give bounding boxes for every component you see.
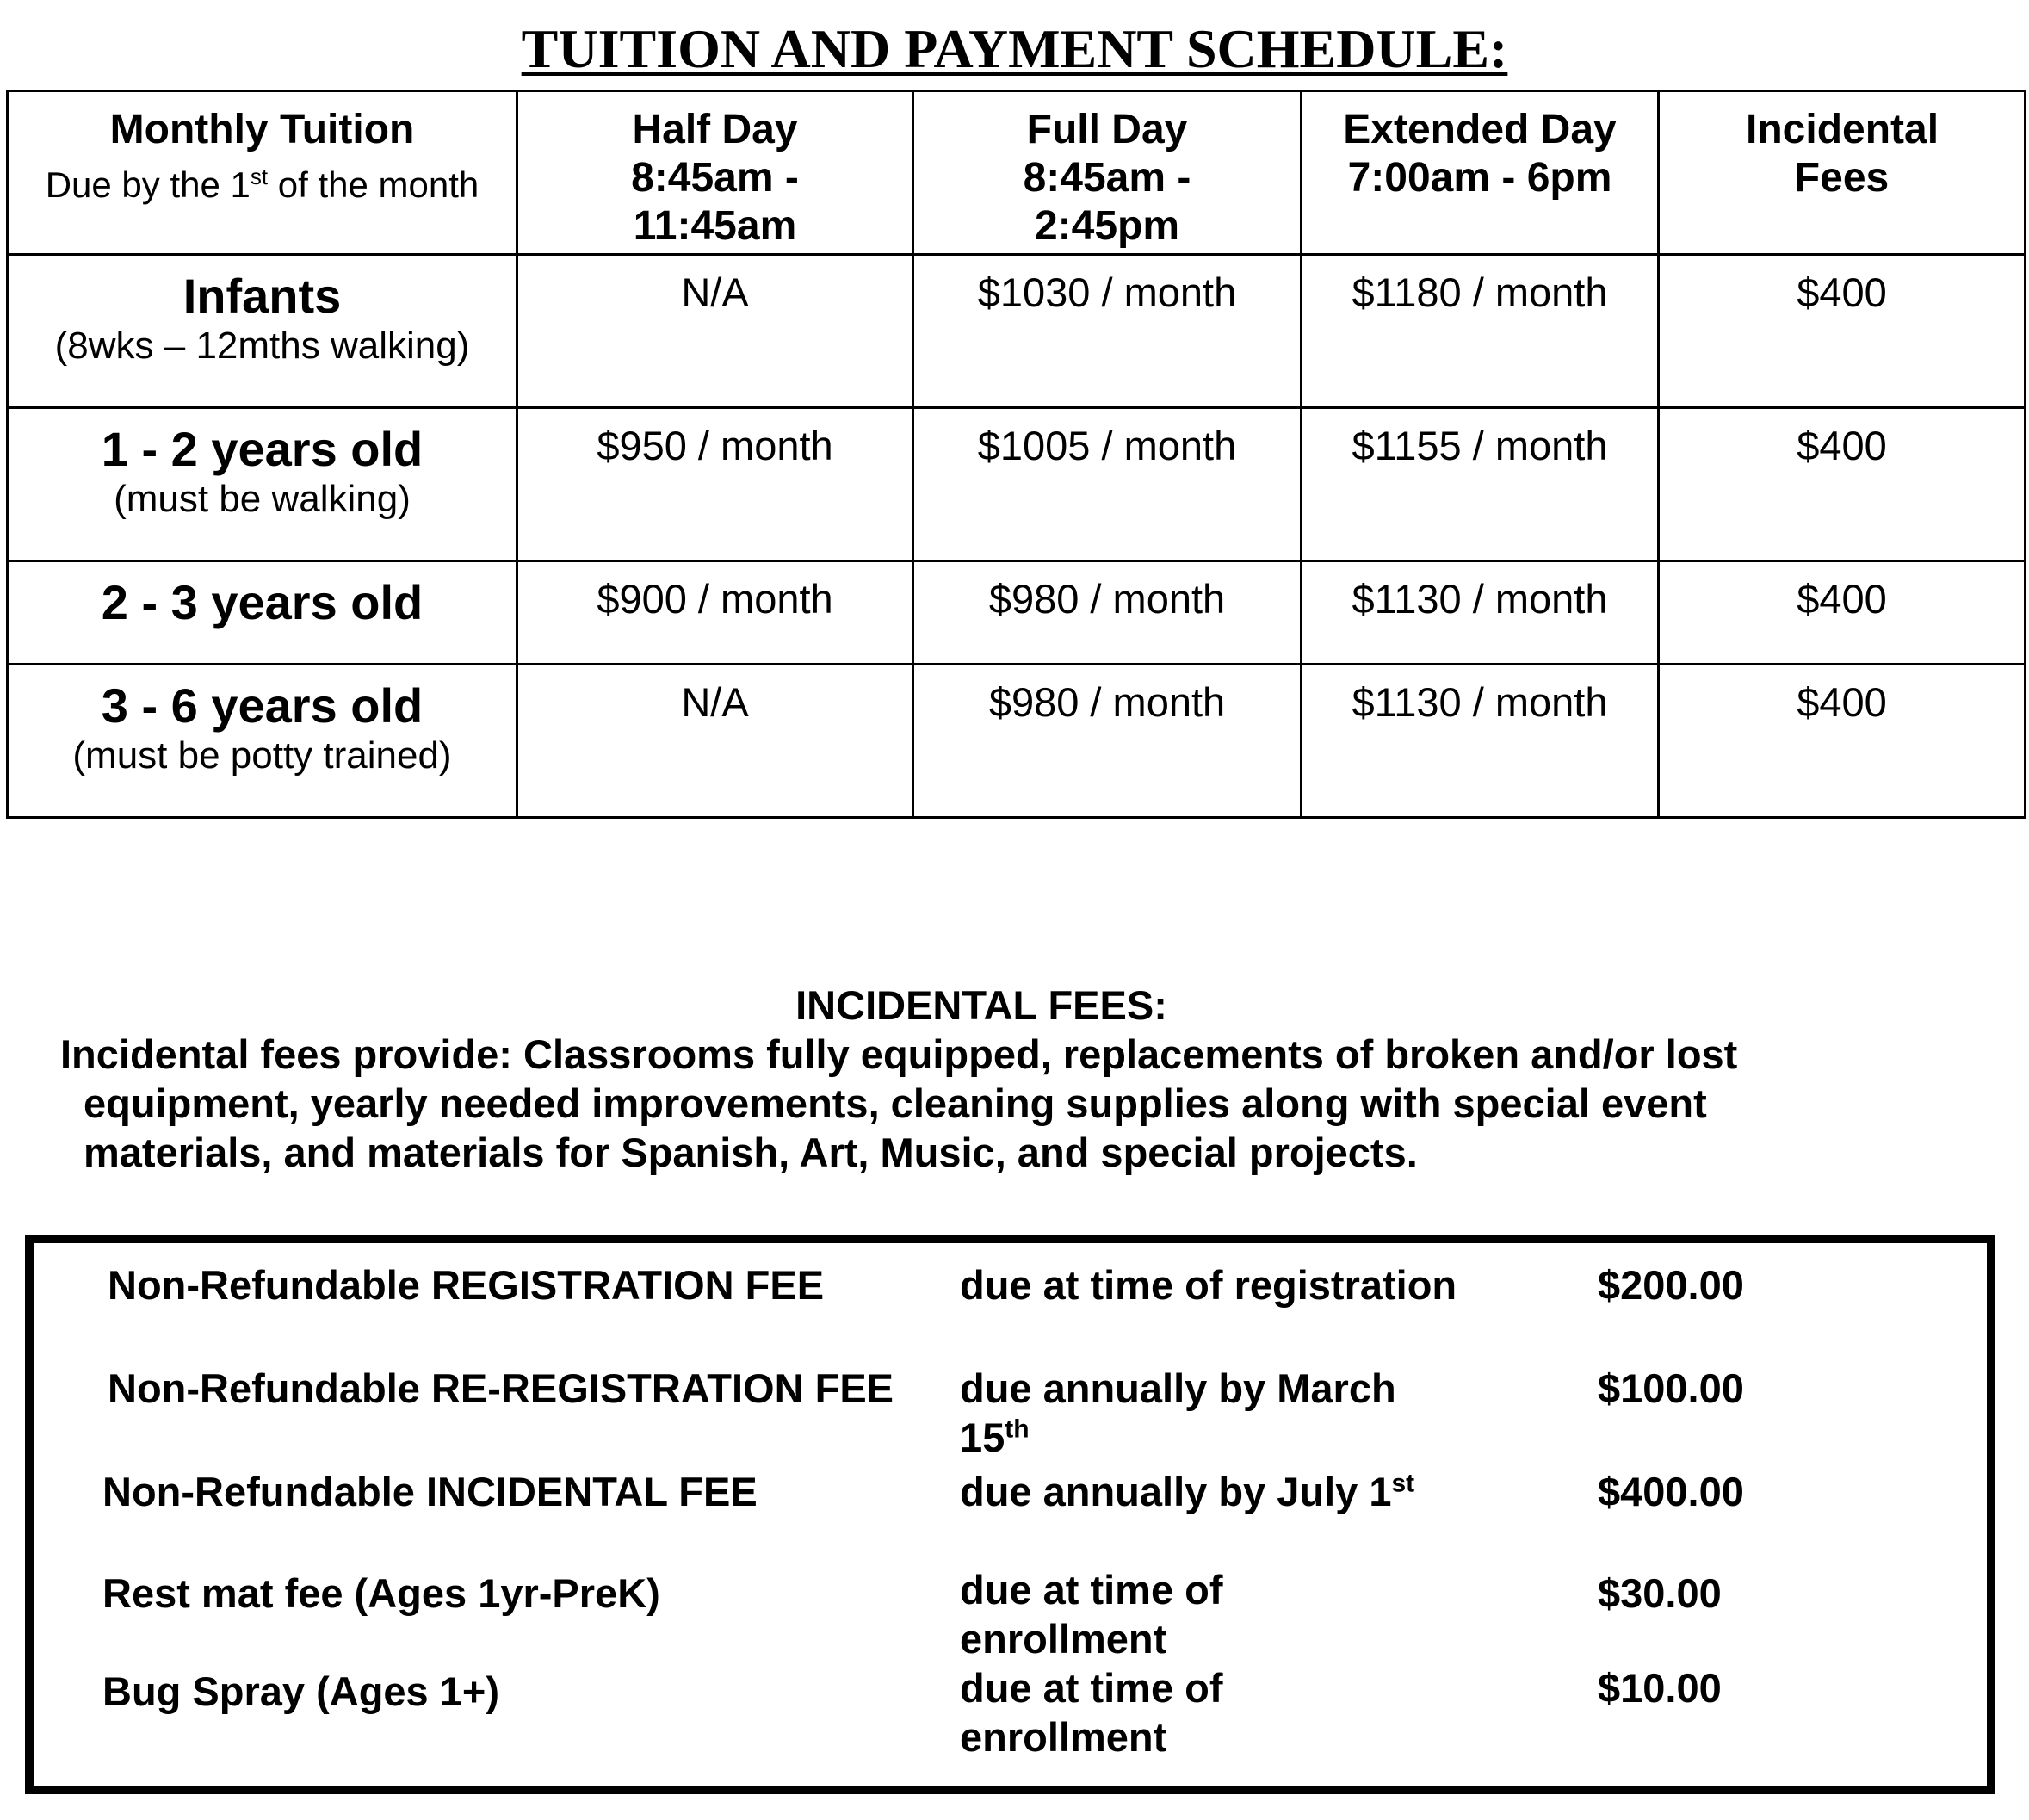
table-row xyxy=(8,561,2026,665)
fee-due xyxy=(960,1260,1476,1309)
header-monthly-tuition-title: Monthly Tuition xyxy=(109,107,415,152)
tuition-header-row xyxy=(8,91,2026,255)
row-label-cell xyxy=(8,665,517,818)
table-row xyxy=(8,665,2026,818)
header-due-note-b: of the month xyxy=(268,164,479,205)
header-full-day-time: 8:45am - 2:45pm xyxy=(1023,155,1191,249)
fee-due-text: due annually by July 1 xyxy=(960,1469,1392,1514)
row-label-cell xyxy=(8,255,517,408)
header-full-day-label: Full Day xyxy=(1026,107,1188,152)
row-label: Infants xyxy=(182,269,342,323)
full-day-price: $1005 / month xyxy=(913,408,1302,561)
header-monthly-tuition xyxy=(8,91,517,255)
incidental-fee: $400 xyxy=(1659,255,2026,408)
header-incidental-fees xyxy=(1659,91,2026,255)
extended-day-price: $1180 / month xyxy=(1302,255,1659,408)
full-day-price: $980 / month xyxy=(913,561,1302,665)
half-day-price: $950 / month xyxy=(517,408,913,561)
row-label-cell xyxy=(8,561,517,665)
header-half-day xyxy=(517,91,913,255)
row-label: 1 - 2 years old xyxy=(101,422,424,476)
full-day-price: $980 / month xyxy=(913,665,1302,818)
extended-day-price: $1130 / month xyxy=(1302,561,1659,665)
header-extended-day xyxy=(1302,91,1659,255)
fee-due xyxy=(960,1364,1476,1462)
row-label: 3 - 6 years old xyxy=(101,678,424,733)
fee-box xyxy=(25,1235,1995,1794)
fee-due xyxy=(960,1565,1321,1663)
fee-due-text: due annually by March 15 xyxy=(960,1365,1396,1460)
header-half-day-time: 8:45am - 11:45am xyxy=(631,155,799,249)
row-label: 2 - 3 years old xyxy=(101,575,424,629)
row-note: (must be potty trained) xyxy=(72,734,452,777)
fee-name: Non-Refundable RE-REGISTRATION FEE xyxy=(108,1365,894,1411)
half-day-price: N/A xyxy=(517,665,913,818)
fee-due xyxy=(960,1467,1494,1516)
half-day-price: $900 / month xyxy=(517,561,913,665)
fee-amount: $200.00 xyxy=(1598,1262,1744,1308)
header-due-note-sup: st xyxy=(250,164,269,189)
header-due-note-a: Due by the 1 xyxy=(45,164,251,205)
incidental-fees-line-3: materials, and materials for Spanish, Art, Music, and special projects. xyxy=(84,1130,1418,1175)
tuition-table xyxy=(6,90,2026,819)
fee-name: Bug Spray (Ages 1+) xyxy=(102,1668,499,1714)
incidental-fee: $400 xyxy=(1659,561,2026,665)
incidental-fees-line-2: equipment, yearly needed improvements, cleaning supplies along with special event xyxy=(84,1080,1707,1126)
extended-day-price: $1155 / month xyxy=(1302,408,1659,561)
table-row xyxy=(8,408,2026,561)
page-title xyxy=(0,17,2029,81)
header-extended-day-time: 7:00am - 6pm xyxy=(1347,155,1612,201)
full-day-price: $1030 / month xyxy=(913,255,1302,408)
fee-amount: $10.00 xyxy=(1598,1665,1722,1711)
incidental-fees-description xyxy=(60,1030,1954,1177)
header-incidental-fees-label: Incidental Fees xyxy=(1746,107,1939,201)
fee-due-sup: st xyxy=(1391,1469,1415,1498)
table-row xyxy=(8,255,2026,408)
header-full-day xyxy=(913,91,1302,255)
fee-name: Rest mat fee (Ages 1yr-PreK) xyxy=(102,1570,660,1616)
fee-amount: $100.00 xyxy=(1598,1365,1744,1411)
row-label-cell xyxy=(8,408,517,561)
fee-amount: $30.00 xyxy=(1598,1570,1722,1616)
fee-due-text: due at time of enrollment xyxy=(960,1665,1223,1760)
incidental-fees-heading: INCIDENTAL FEES: xyxy=(795,982,1167,1028)
header-extended-day-label: Extended Day xyxy=(1343,107,1617,152)
extended-day-price: $1130 / month xyxy=(1302,665,1659,818)
fee-name: Non-Refundable REGISTRATION FEE xyxy=(108,1262,825,1308)
row-note: (must be walking) xyxy=(114,478,411,520)
fee-due xyxy=(960,1663,1321,1761)
page-title-text: TUITION AND PAYMENT SCHEDULE: xyxy=(521,18,1508,79)
header-due-note xyxy=(9,154,516,207)
fee-due-sup: th xyxy=(1005,1415,1030,1444)
fee-due-text: due at time of enrollment xyxy=(960,1567,1223,1662)
incidental-fee: $400 xyxy=(1659,408,2026,561)
fee-due-text: due at time of registration xyxy=(960,1262,1457,1308)
half-day-price: N/A xyxy=(517,255,913,408)
row-note: (8wks – 12mths walking) xyxy=(54,325,470,367)
fee-name: Non-Refundable INCIDENTAL FEE xyxy=(102,1469,758,1514)
fee-amount: $400.00 xyxy=(1598,1469,1744,1514)
incidental-fee: $400 xyxy=(1659,665,2026,818)
incidental-fees-line-1: Incidental fees provide: Classrooms fully equipped, replacements of broken and/or lost xyxy=(60,1031,1738,1077)
header-half-day-label: Half Day xyxy=(632,107,798,152)
